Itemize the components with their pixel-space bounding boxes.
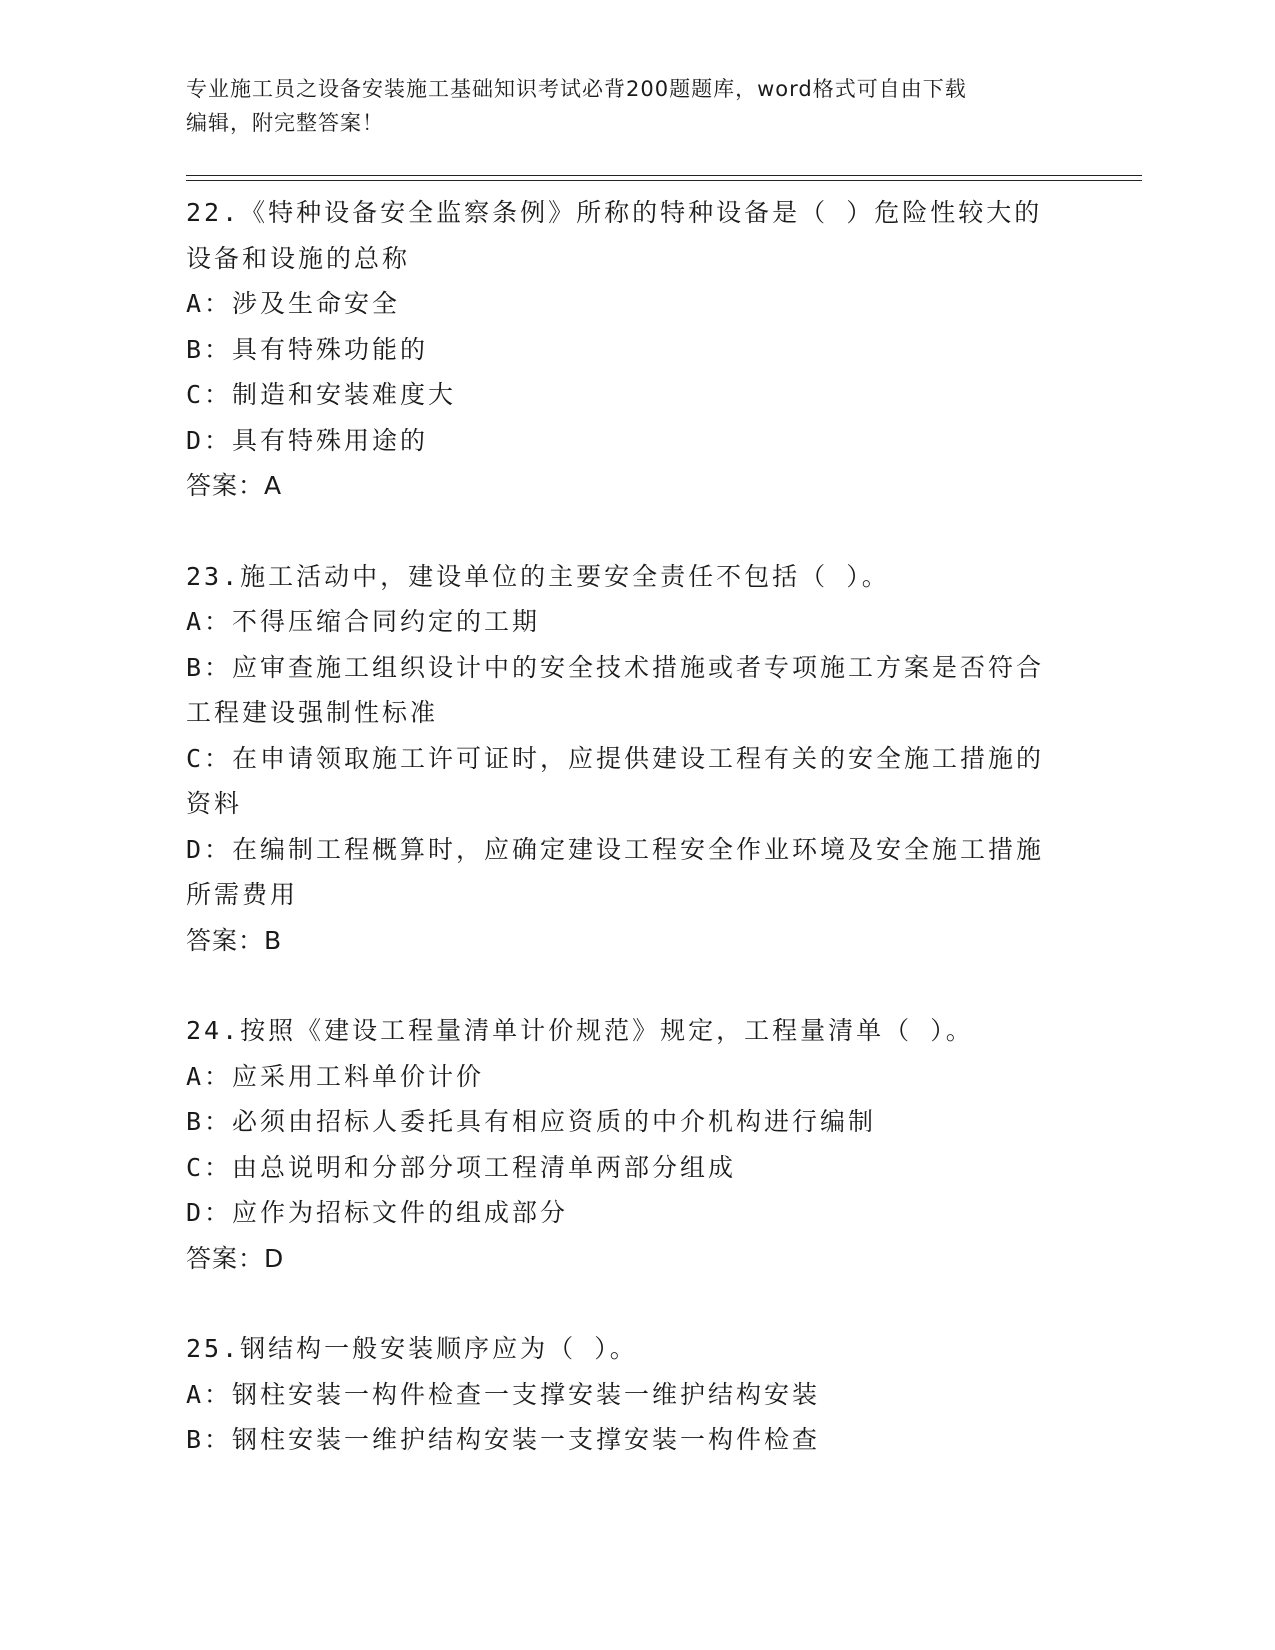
- option-a: A：钢柱安装一构件检查一支撑安装一维护结构安装: [186, 1379, 821, 1409]
- option-d: D：在编制工程概算时，应确定建设工程安全作业环境及安全施工措施: [186, 834, 1045, 864]
- document-header: [186, 72, 1066, 140]
- question-25: [186, 1326, 1066, 1463]
- question-22: [186, 190, 1066, 509]
- question-list: [186, 190, 1066, 1463]
- answer-text: 答案：B: [186, 925, 283, 955]
- option-b: B：必须由招标人委托具有相应资质的中介机构进行编制: [186, 1107, 877, 1136]
- option-d: D：应作为招标文件的组成部分: [186, 1198, 569, 1227]
- header-line-1: 专业施工员之设备安装施工基础知识考试必背200题题库，word格式可自由下载: [186, 77, 967, 101]
- question-stem-line: 22.《特种设备安全监察条例》所称的特种设备是（ ）危险性较大的: [186, 198, 1043, 227]
- answer-text: 答案：A: [186, 471, 283, 500]
- option-b: B：应审查施工组织设计中的安全技术措施或者专项施工方案是否符合: [186, 652, 1045, 682]
- option-d-continued: 所需费用: [186, 880, 299, 909]
- header-divider-top: [186, 175, 1142, 176]
- option-c: C：制造和安装难度大: [186, 380, 457, 409]
- question-stem-line: 23.施工活动中，建设单位的主要安全责任不包括（ ）。: [186, 561, 890, 591]
- option-c-continued: 资料: [186, 789, 243, 818]
- question-stem-line: 设备和设施的总称: [186, 243, 411, 273]
- option-b: B：钢柱安装一维护结构安装一支撑安装一构件检查: [186, 1425, 821, 1454]
- option-c: C：在申请领取施工许可证时，应提供建设工程有关的安全施工措施的: [186, 743, 1045, 773]
- question-stem-line: 24.按照《建设工程量清单计价规范》规定，工程量清单（ ）。: [186, 1016, 974, 1045]
- header-divider-bottom: [186, 180, 1142, 181]
- question-24: [186, 1008, 1066, 1281]
- option-d: D：具有特殊用途的: [186, 425, 429, 455]
- option-a: A：应采用工料单价计价: [186, 1061, 485, 1091]
- question-23: [186, 554, 1066, 964]
- option-b: B：具有特殊功能的: [186, 334, 429, 364]
- header-line-2: 编辑，附完整答案！: [186, 111, 384, 135]
- option-a: A：不得压缩合同约定的工期: [186, 607, 541, 636]
- answer-text: 答案：D: [186, 1243, 285, 1273]
- question-stem-line: 25.钢结构一般安装顺序应为（ ）。: [186, 1334, 638, 1363]
- option-c: C：由总说明和分部分项工程清单两部分组成: [186, 1152, 737, 1182]
- option-a: A：涉及生命安全: [186, 289, 401, 318]
- option-b-continued: 工程建设强制性标准: [186, 698, 439, 727]
